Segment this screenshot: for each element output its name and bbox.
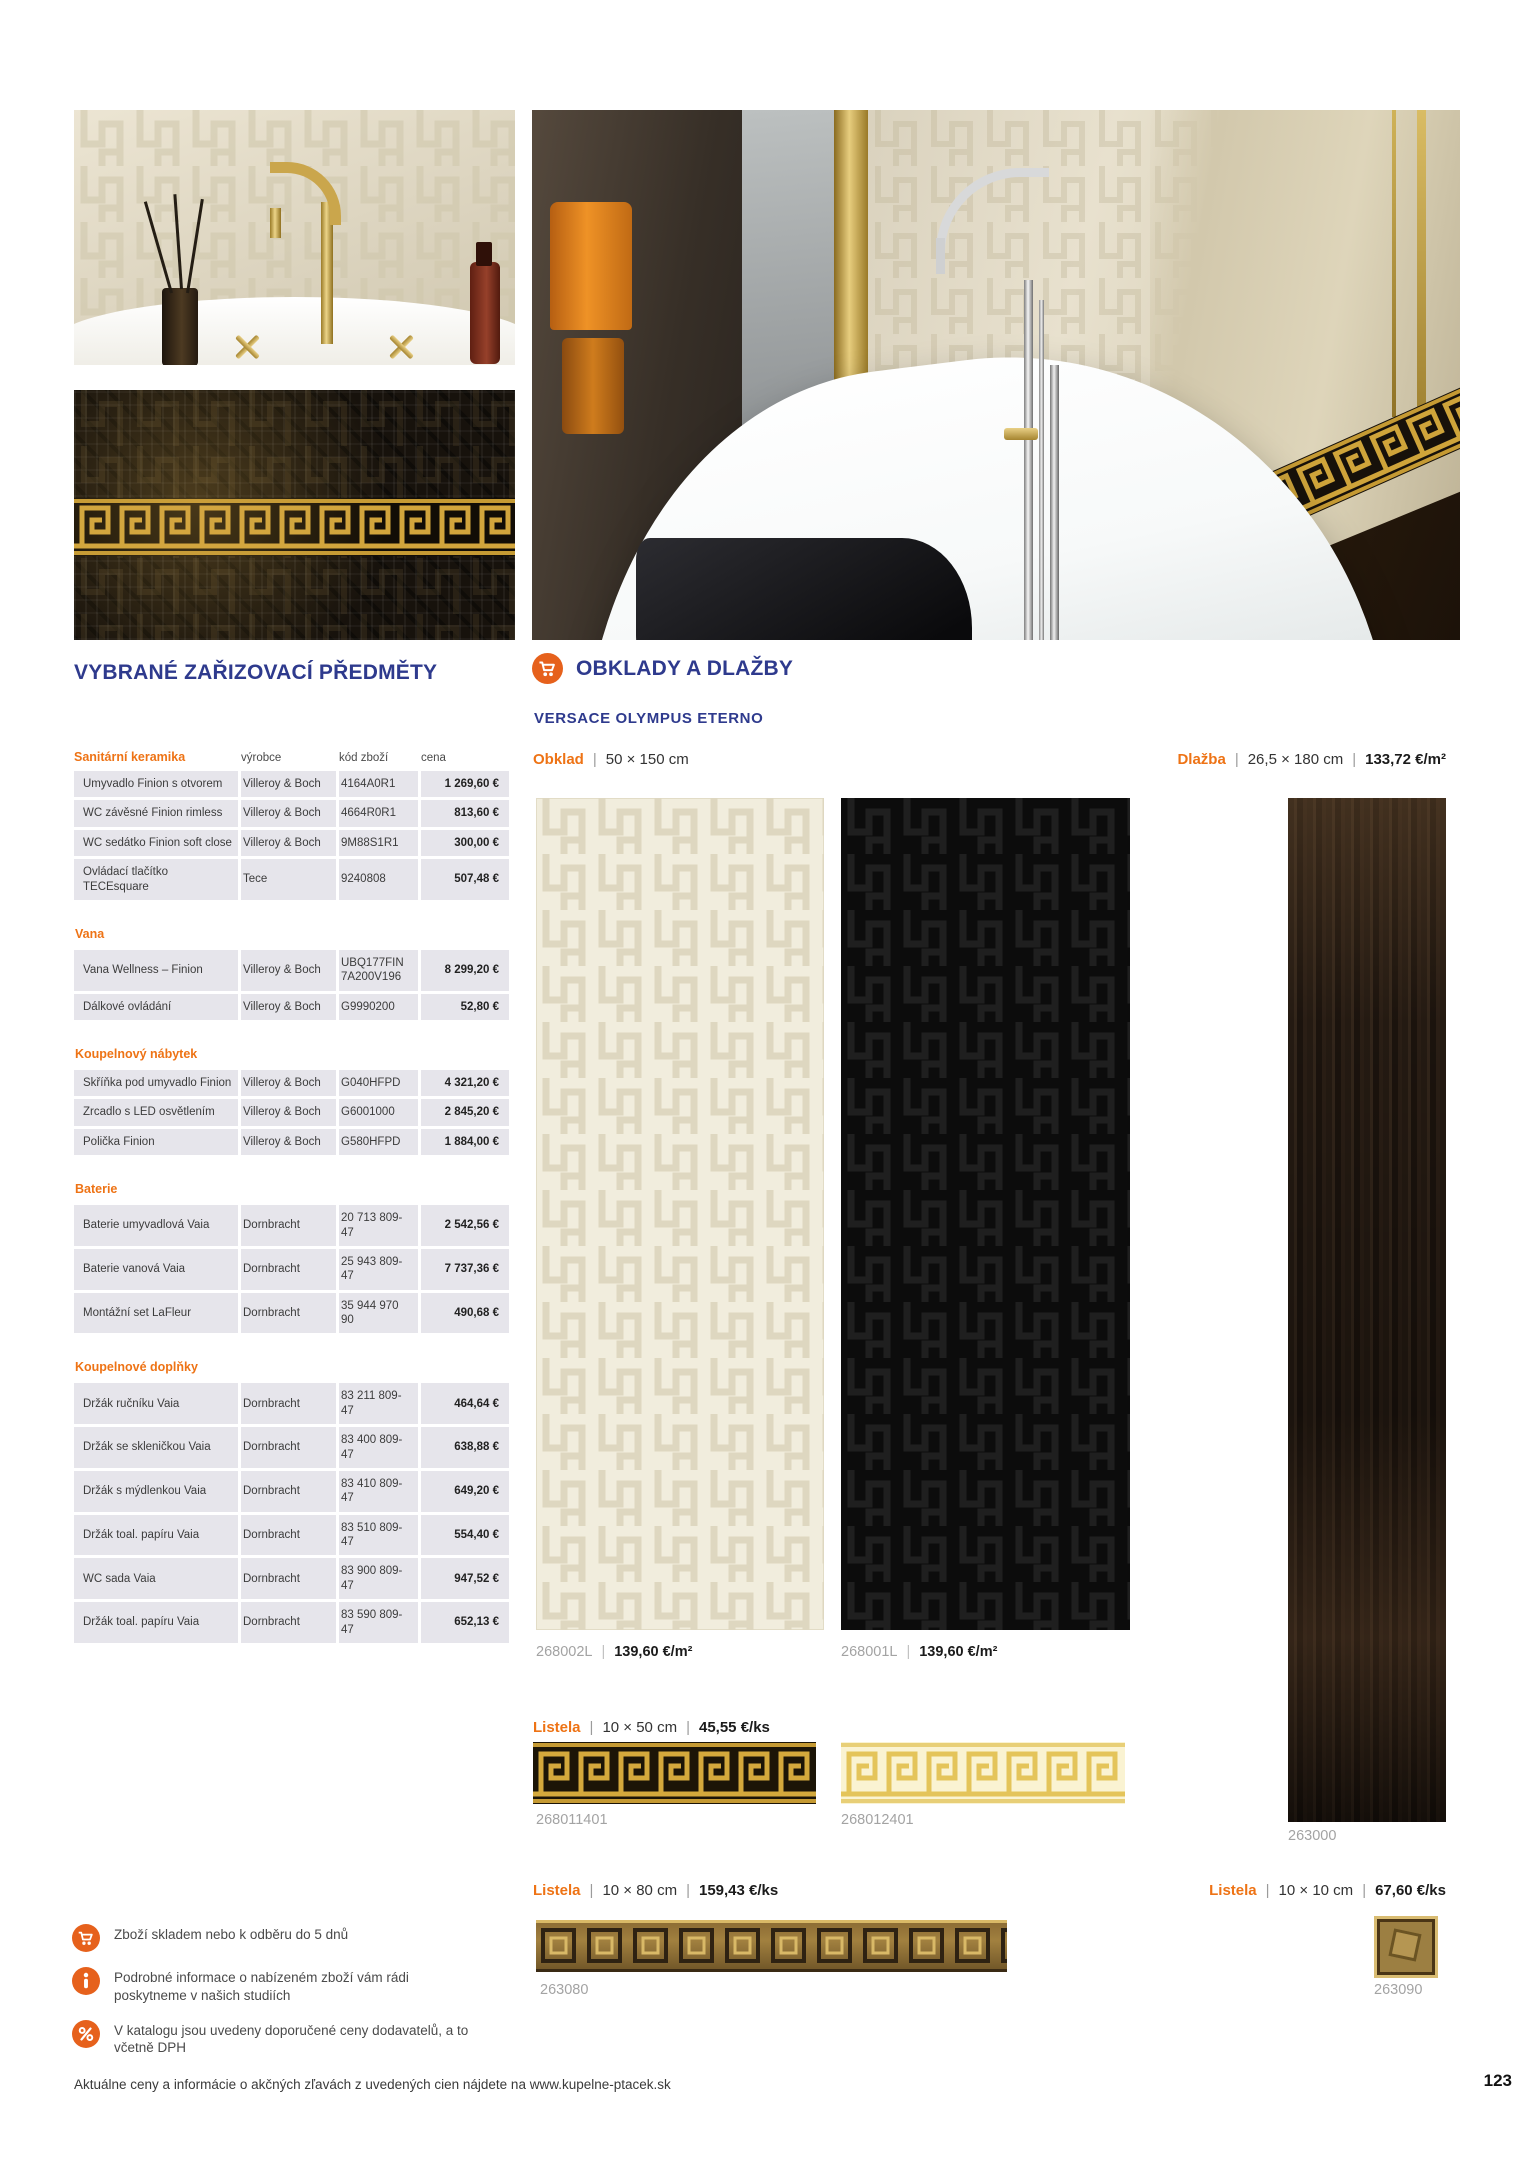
cell-price: 554,40 € — [421, 1515, 509, 1556]
listela-code: 268011401 — [536, 1812, 608, 1828]
tile-dlazba-wood — [1288, 798, 1446, 1822]
column-header: cena — [421, 752, 446, 764]
cell-price: 464,64 € — [421, 1383, 509, 1424]
product-type-label: Dlažba — [1177, 751, 1226, 768]
column-header: kód zboží — [339, 752, 389, 764]
listela50-label-line — [533, 1719, 770, 1736]
cell-vendor: Dornbracht — [241, 1249, 336, 1290]
table-row — [74, 994, 510, 1020]
product-size: 10 × 10 cm — [1278, 1882, 1354, 1899]
cell-name: Držák toal. papíru Vaia — [74, 1515, 238, 1556]
cell-name: Zrcadlo s LED osvětlením — [74, 1099, 238, 1125]
table-header-row — [74, 750, 510, 766]
collection-name: VERSACE OLYMPUS ETERNO — [534, 710, 764, 727]
product-size: 50 × 150 cm — [605, 751, 689, 768]
dlazba-label-line — [950, 751, 1446, 768]
cell-vendor: Dornbracht — [241, 1427, 336, 1468]
tile-code: 268002L — [536, 1644, 593, 1660]
cell-price: 52,80 € — [421, 994, 509, 1020]
faucet-handle — [1004, 428, 1038, 440]
legend-notes — [72, 1926, 502, 2074]
page-title-right — [532, 653, 793, 684]
product-size: 10 × 80 cm — [602, 1882, 678, 1899]
footer-text: Aktuálne ceny a informácie o akčných zľavách z uvedených cien nájdete na www.kupelne-ptacek.sk — [74, 2077, 671, 2092]
separator: | — [686, 1882, 690, 1899]
gold-glow — [74, 390, 515, 640]
table-row — [74, 1293, 510, 1334]
cell-vendor: Dornbracht — [241, 1471, 336, 1512]
cell-name: Montážní set LaFleur — [74, 1293, 238, 1334]
table-row — [74, 859, 510, 900]
cell-vendor: Dornbracht — [241, 1383, 336, 1424]
cell-name: Skříňka pod umyvadlo Finion — [74, 1070, 238, 1096]
wood-shading — [1288, 798, 1446, 1822]
cell-name: Držák se skleničkou Vaia — [74, 1427, 238, 1468]
tile-motif — [1388, 1928, 1421, 1961]
separator: | — [1265, 1882, 1270, 1899]
listela-code: 263090 — [1374, 1982, 1423, 1998]
table-row — [74, 950, 510, 991]
note-text: V katalogu jsou uvedeny doporučené ceny dodavatelů, a to včetně DPH — [114, 2022, 469, 2056]
faucet-spout-tip — [936, 238, 945, 274]
cell-price: 1 269,60 € — [421, 771, 509, 797]
cell-code: 83 410 809-47 — [339, 1471, 418, 1512]
cell-code: G040HFPD — [339, 1070, 418, 1096]
gold-trim — [1417, 110, 1426, 449]
cell-price: 300,00 € — [421, 830, 509, 856]
photo-bathtub-scene — [532, 110, 1460, 640]
table-row — [74, 1515, 510, 1556]
listela80-label-line — [533, 1882, 778, 1899]
listela-strip-light — [841, 1742, 1125, 1804]
tile-code-line — [841, 1644, 997, 1660]
cell-price: 507,48 € — [421, 859, 509, 900]
product-price: 67,60 €/ks — [1375, 1882, 1446, 1899]
meander-pattern — [841, 1742, 1125, 1804]
product-type-label: Listela — [533, 1882, 581, 1899]
table-row — [74, 1558, 510, 1599]
tile-obklad-black — [841, 798, 1130, 1630]
cell-vendor: Dornbracht — [241, 1205, 336, 1246]
cell-name: Vana Wellness – Finion — [74, 950, 238, 991]
cell-code: 9240808 — [339, 859, 418, 900]
cell-price: 947,52 € — [421, 1558, 509, 1599]
section-title: Sanitární keramika — [74, 750, 186, 764]
separator: | — [906, 1644, 911, 1660]
note-text: Zboží skladem nebo k odběru do 5 dnů — [114, 1927, 349, 1942]
dlazba-code: 263000 — [1288, 1828, 1337, 1844]
cell-price: 4 321,20 € — [421, 1070, 509, 1096]
separator: | — [589, 1882, 594, 1899]
cell-price: 7 737,36 € — [421, 1249, 509, 1290]
basin-edge — [74, 297, 515, 365]
cell-code: 83 510 809-47 — [339, 1515, 418, 1556]
section-title: Koupelnový nábytek — [75, 1047, 198, 1061]
column-header: výrobce — [241, 752, 282, 764]
tile-obklad-white — [536, 798, 824, 1630]
cell-vendor: Villeroy & Boch — [241, 950, 336, 991]
listela10-label-line — [1100, 1882, 1446, 1899]
cell-name: Polička Finion — [74, 1129, 238, 1155]
cell-vendor: Dornbracht — [241, 1602, 336, 1643]
separator: | — [601, 1644, 606, 1660]
legend-note — [72, 2022, 502, 2058]
cell-vendor: Dornbracht — [241, 1293, 336, 1334]
cell-price: 1 884,00 € — [421, 1129, 509, 1155]
product-table — [74, 750, 510, 1646]
listela-code: 263080 — [540, 1982, 589, 1998]
tile-code: 268001L — [841, 1644, 898, 1660]
cell-code: 4664R0R1 — [339, 800, 418, 826]
separator: | — [1352, 751, 1357, 768]
cell-code: 83 211 809-47 — [339, 1383, 418, 1424]
separator: | — [592, 751, 597, 768]
cell-name: Držák s mýdlenkou Vaia — [74, 1471, 238, 1512]
cell-code: 9M88S1R1 — [339, 830, 418, 856]
cell-vendor: Villeroy & Boch — [241, 830, 336, 856]
cell-code: 4164A0R1 — [339, 771, 418, 797]
separator: | — [589, 1719, 594, 1736]
cell-name: Umyvadlo Finion s otvorem — [74, 771, 238, 797]
cell-price: 649,20 € — [421, 1471, 509, 1512]
section-title: Baterie — [75, 1182, 118, 1197]
table-row — [74, 1602, 510, 1643]
black-towel — [636, 538, 972, 640]
orange-candle — [562, 338, 624, 434]
section-heading: OBKLADY A DLAŽBY — [576, 656, 794, 680]
tile-price: 139,60 €/m² — [614, 1644, 693, 1660]
product-type-label: Listela — [1209, 1882, 1257, 1899]
cart-icon — [532, 653, 563, 684]
percent-icon — [72, 2022, 100, 2048]
cell-code: 35 944 970 90 — [339, 1293, 418, 1334]
cell-vendor: Tece — [241, 859, 336, 900]
note-text: Podrobné informace o nabízeném zboží vám rádi poskytneme v našich studiích — [114, 1970, 409, 2003]
legend-note — [72, 1926, 502, 1952]
listela-code: 268012401 — [841, 1812, 914, 1828]
info-icon — [72, 1969, 100, 1995]
obklad-label-line — [533, 751, 689, 768]
cell-vendor: Villeroy & Boch — [241, 1129, 336, 1155]
cell-price: 813,60 € — [421, 800, 509, 826]
cell-vendor: Dornbracht — [241, 1515, 336, 1556]
cell-code: UBQ177FIN 7A200V196 — [339, 950, 418, 991]
cell-price: 638,88 € — [421, 1427, 509, 1468]
listela-tile-10x10 — [1374, 1916, 1438, 1978]
cell-code: 20 713 809-47 — [339, 1205, 418, 1246]
tile-price: 139,60 €/m² — [919, 1644, 998, 1660]
cell-price: 2 845,20 € — [421, 1099, 509, 1125]
gold-trim — [1392, 110, 1396, 417]
table-row — [74, 1070, 510, 1096]
cell-code: G9990200 — [339, 994, 418, 1020]
orange-candle — [550, 202, 632, 330]
photo-washbasin-faucet — [74, 110, 515, 365]
cell-name: WC závěsné Finion rimless — [74, 800, 238, 826]
cell-name: Baterie vanová Vaia — [74, 1249, 238, 1290]
table-row — [74, 771, 510, 797]
table-row — [74, 1205, 510, 1246]
cell-name: Držák toal. papíru Vaia — [74, 1602, 238, 1643]
faucet-handle — [386, 332, 416, 362]
legend-note — [72, 1969, 502, 2005]
tile-code-line — [536, 1644, 692, 1660]
cell-price: 490,68 € — [421, 1293, 509, 1334]
cell-code: 25 943 809-47 — [339, 1249, 418, 1290]
cell-price: 652,13 € — [421, 1602, 509, 1643]
cell-price: 8 299,20 € — [421, 950, 509, 991]
cell-code: G580HFPD — [339, 1129, 418, 1155]
faucet-riser — [1039, 300, 1044, 640]
separator: | — [1362, 1882, 1367, 1899]
cell-code: 83 900 809-47 — [339, 1558, 418, 1599]
product-size: 10 × 50 cm — [602, 1719, 678, 1736]
cell-vendor: Villeroy & Boch — [241, 800, 336, 826]
faucet-riser — [1024, 280, 1033, 640]
section-title: Koupelnové doplňky — [75, 1360, 198, 1375]
product-type-label: Listela — [533, 1719, 581, 1736]
cell-vendor: Villeroy & Boch — [241, 994, 336, 1020]
table-row — [74, 1249, 510, 1290]
table-row — [74, 1427, 510, 1468]
table-row — [74, 1471, 510, 1512]
product-price: 133,72 €/m² — [1365, 751, 1446, 768]
table-row — [74, 1099, 510, 1125]
meander-pattern — [533, 1742, 816, 1804]
cell-name: Dálkové ovládání — [74, 994, 238, 1020]
greek-key-texture — [536, 798, 824, 1630]
listela-strip-dark — [533, 1742, 816, 1804]
cell-vendor: Dornbracht — [241, 1558, 336, 1599]
cell-name: Baterie umyvadlová Vaia — [74, 1205, 238, 1246]
separator: | — [1234, 751, 1239, 768]
separator: | — [686, 1719, 690, 1736]
table-row — [74, 1129, 510, 1155]
cell-name: WC sedátko Finion soft close — [74, 830, 238, 856]
page-title-left: VYBRANÉ ZAŘIZOVACÍ PŘEDMĚTY — [74, 661, 438, 684]
cell-code: 83 590 809-47 — [339, 1602, 418, 1643]
table-row — [74, 830, 510, 856]
spray-bottle — [470, 262, 500, 364]
product-price: 159,43 €/ks — [698, 1882, 779, 1899]
faucet-handle — [232, 332, 262, 362]
cell-vendor: Villeroy & Boch — [241, 771, 336, 797]
faucet-riser — [1050, 365, 1059, 640]
cell-price: 2 542,56 € — [421, 1205, 509, 1246]
product-size: 26,5 × 180 cm — [1247, 751, 1344, 768]
diffuser-bottle — [162, 288, 198, 365]
listela-strip-80 — [536, 1920, 1007, 1972]
product-price: 45,55 €/ks — [698, 1719, 770, 1736]
cell-name: Držák ručníku Vaia — [74, 1383, 238, 1424]
table-row — [74, 800, 510, 826]
cell-name: Ovládací tlačítko TECEsquare — [74, 859, 238, 900]
cell-code: 83 400 809-47 — [339, 1427, 418, 1468]
cell-vendor: Villeroy & Boch — [241, 1099, 336, 1125]
faucet-spout-tip — [270, 208, 281, 238]
section-title: Vana — [75, 926, 105, 941]
table-row — [74, 1383, 510, 1424]
greek-key-texture — [841, 798, 1130, 1630]
cell-code: G6001000 — [339, 1099, 418, 1125]
spray-nozzle — [476, 242, 492, 266]
page-number: 123 — [1483, 2071, 1512, 2090]
cell-name: WC sada Vaia — [74, 1558, 238, 1599]
square-motif-pattern — [536, 1920, 1007, 1972]
photo-black-gold-tile — [74, 390, 515, 640]
product-type-label: Obklad — [533, 751, 584, 768]
cell-vendor: Villeroy & Boch — [241, 1070, 336, 1096]
cart-icon — [72, 1926, 100, 1952]
